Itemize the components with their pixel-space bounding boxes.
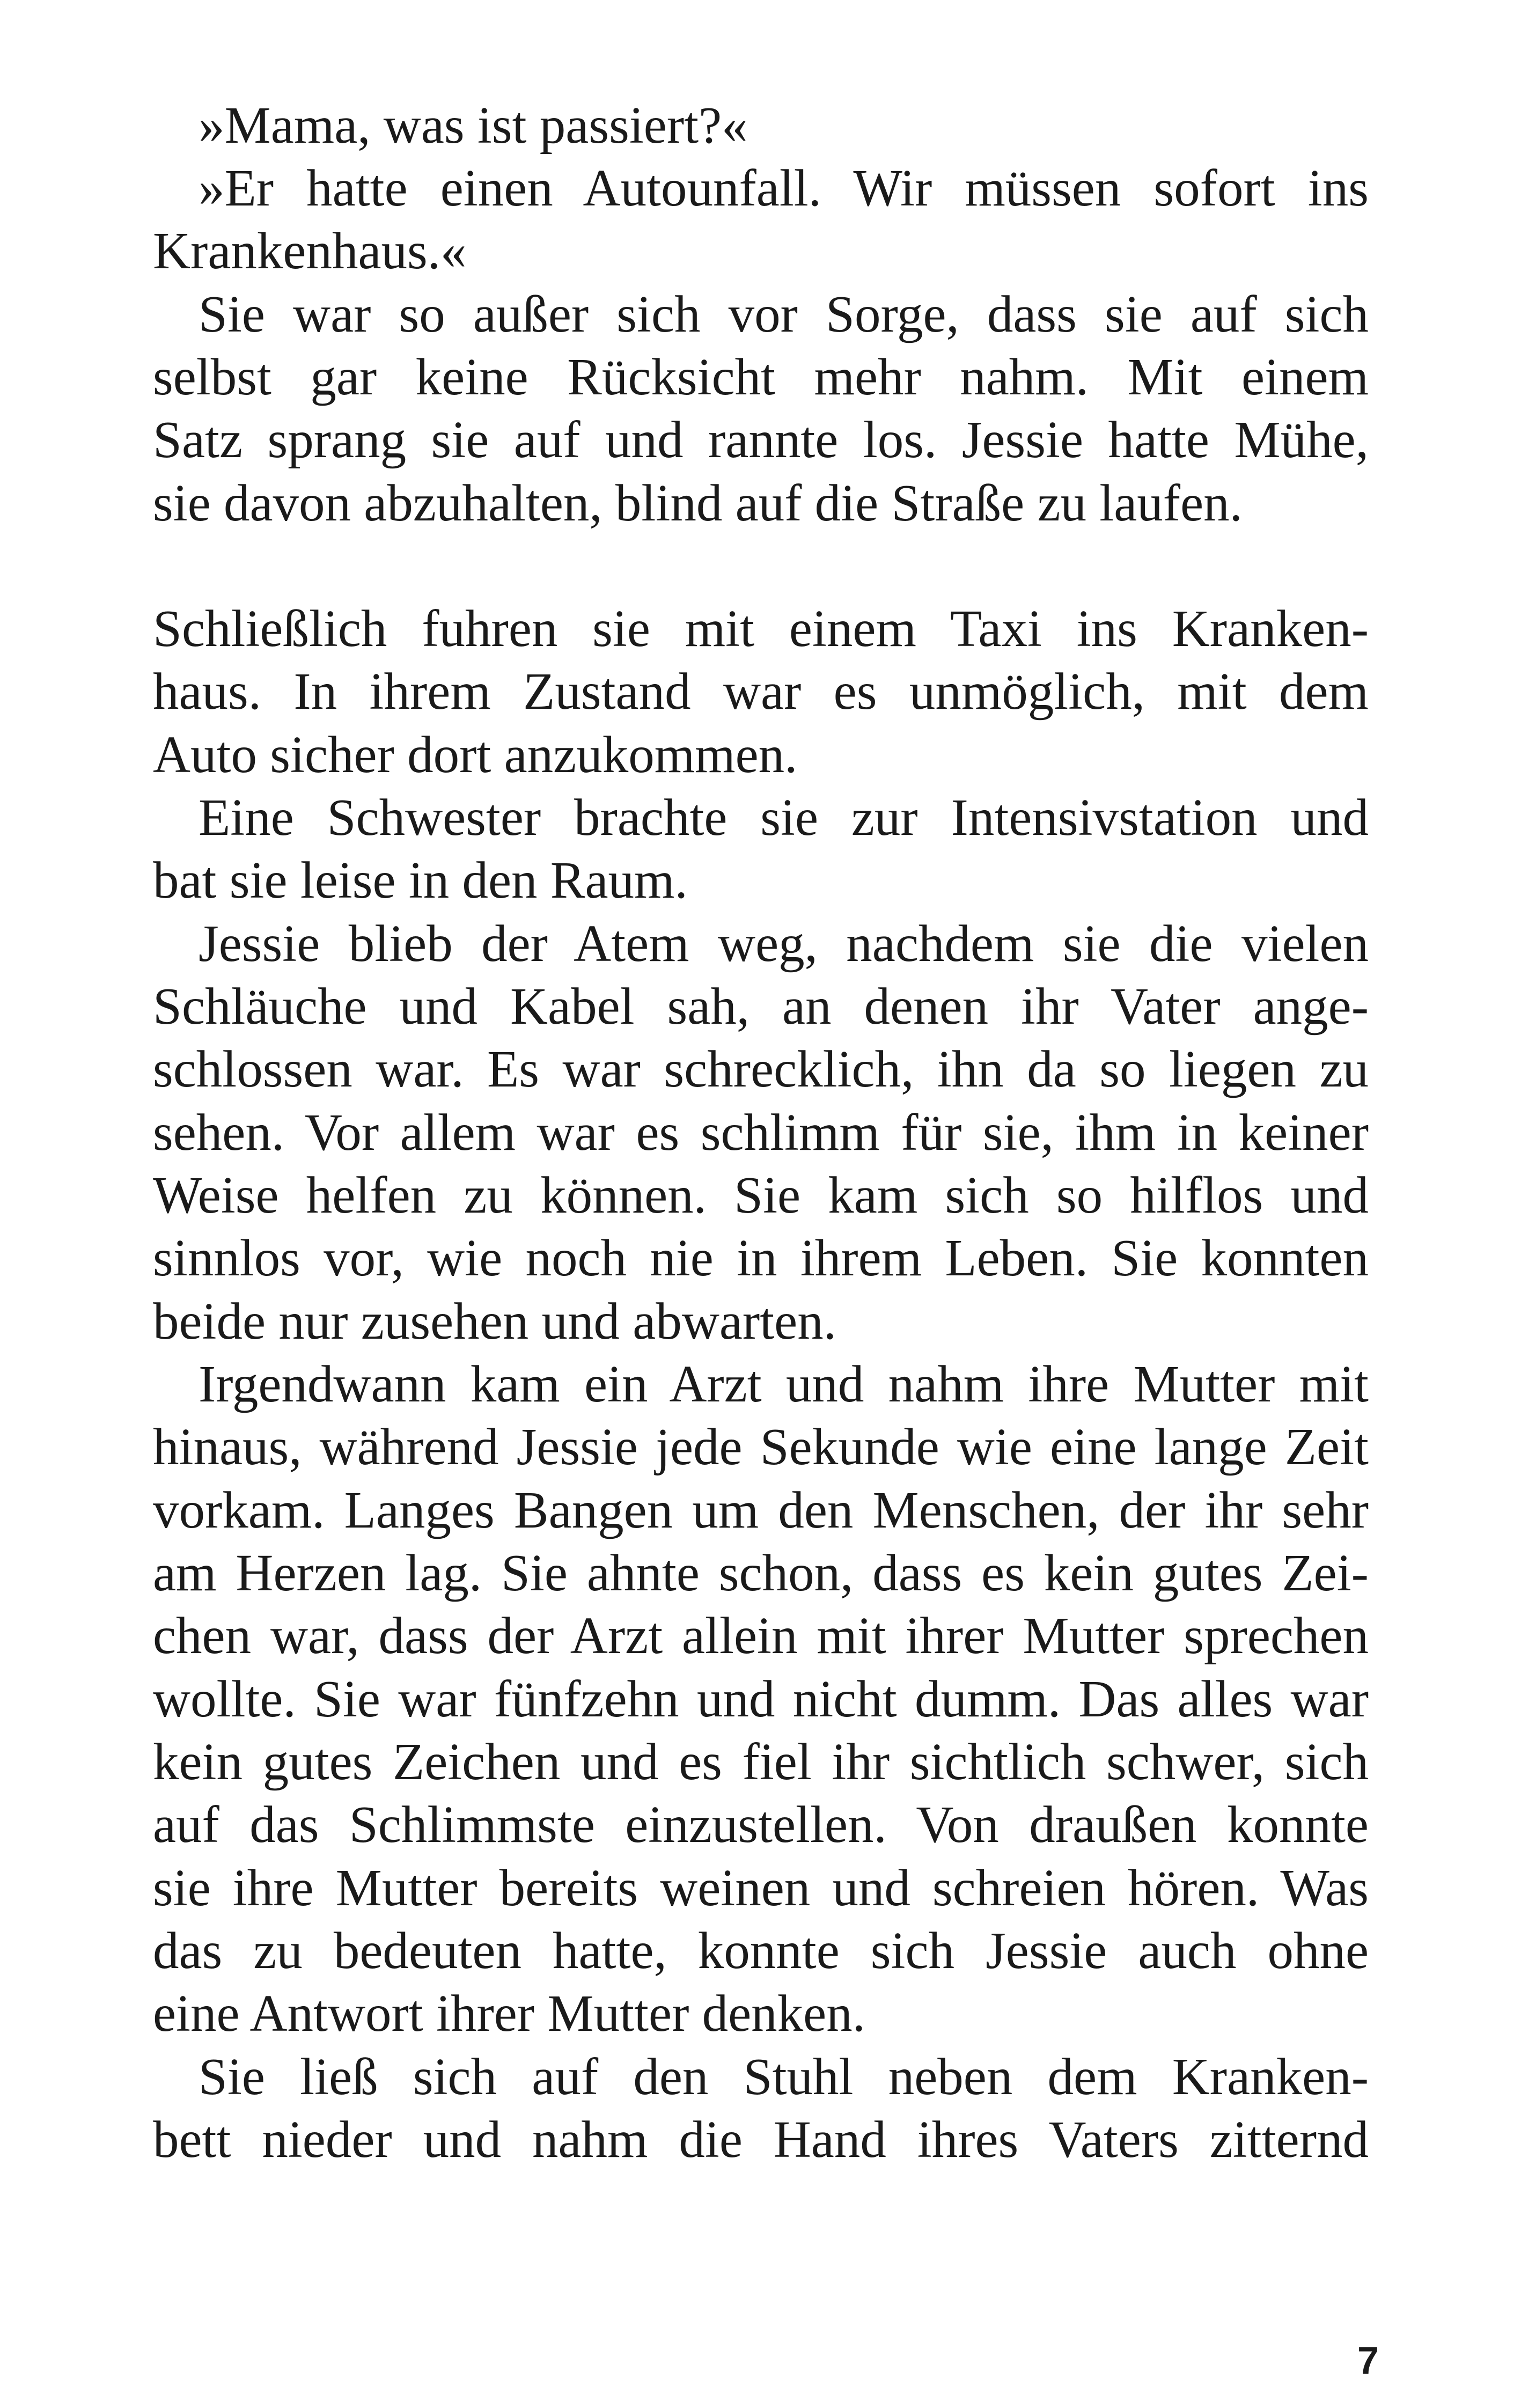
text-line: Weise helfen zu können. Sie kam sich so hilflos und (153, 1166, 1369, 1224)
text-line: sie ihre Mutter bereits weinen und schreien hören. Was (153, 1859, 1369, 1917)
text-line: schlossen war. Es war schrecklich, ihn da so liegen zu (153, 1040, 1369, 1098)
text-line: selbst gar keine Rücksicht mehr nahm. Mit einem (153, 348, 1369, 406)
text-line: Sie war so außer sich vor Sorge, dass sie auf sich (199, 285, 1369, 343)
text-line: chen war, dass der Arzt allein mit ihrer Mutter sprechen (153, 1607, 1369, 1664)
text-line: wollte. Sie war fünfzehn und nicht dumm. Das alles war (153, 1670, 1369, 1728)
text-line: »Mama, was ist passiert?« (199, 97, 748, 154)
text-line: vorkam. Langes Bangen um den Menschen, der ihr sehr (153, 1481, 1369, 1539)
text-line: haus. In ihrem Zustand war es unmöglich, mit dem (153, 663, 1369, 720)
text-line: bett nieder und nahm die Hand ihres Vaters zitternd (153, 2111, 1369, 2168)
text-line: Schließlich fuhren sie mit einem Taxi ins Kranken- (153, 600, 1369, 657)
text-line: Irgendwann kam ein Arzt und nahm ihre Mutter mit (199, 1355, 1369, 1413)
text-line: das zu bedeuten hatte, konnte sich Jessie auch ohne (153, 1922, 1369, 1979)
text-line: Krankenhaus.« (153, 222, 467, 280)
page-number: 7 (1357, 2339, 1379, 2382)
text-line: bat sie leise in den Raum. (153, 851, 688, 909)
text-line: beide nur zusehen und abwarten. (153, 1293, 836, 1350)
text-line: Schläuche und Kabel sah, an denen ihr Vater ange- (153, 978, 1369, 1035)
text-line: »Er hatte einen Autounfall. Wir müssen sofort ins (199, 159, 1369, 217)
text-line: Jessie blieb der Atem weg, nachdem sie die vielen (199, 915, 1369, 972)
text-line: Sie ließ sich auf den Stuhl neben dem Kranken- (199, 2048, 1369, 2105)
text-line: sie davon abzuhalten, blind auf die Straße zu laufen. (153, 474, 1243, 532)
text-line: sehen. Vor allem war es schlimm für sie, ihm in keiner (153, 1104, 1369, 1161)
text-line: kein gutes Zeichen und es fiel ihr sichtlich schwer, sich (153, 1733, 1369, 1790)
text-line: sinnlos vor, wie noch nie in ihrem Leben. Sie konnten (153, 1229, 1369, 1287)
text-line: am Herzen lag. Sie ahnte schon, dass es kein gutes Zei- (153, 1544, 1369, 1602)
text-line: Satz sprang sie auf und rannte los. Jessie hatte Mühe, (153, 411, 1369, 468)
text-line: hinaus, während Jessie jede Sekunde wie eine lange Zeit (153, 1418, 1369, 1475)
text-line: eine Antwort ihrer Mutter denken. (153, 1985, 865, 2042)
text-line: auf das Schlimmste einzustellen. Von draußen konnte (153, 1796, 1369, 1853)
text-line: Auto sicher dort anzukommen. (153, 726, 798, 783)
text-line: Eine Schwester brachte sie zur Intensivstation und (199, 789, 1369, 846)
